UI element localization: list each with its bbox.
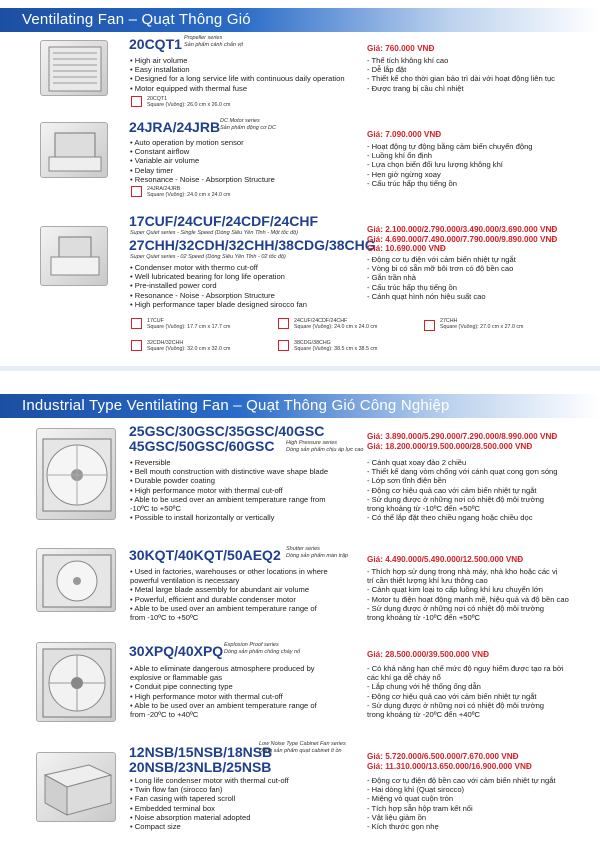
size-label: 38CDG/38CHG Square (Vuông): 38.5 cm x 38.5 cm — [294, 340, 378, 353]
size-checkbox[interactable] — [131, 96, 142, 107]
feature-list: • Condenser motor with thermo cut-off • Well lubricated bearing for long life operation • Pre-installed power cord • Resonance - Noise - Absorption Structure • High performance taper blade designed sirocco fan — [130, 263, 307, 309]
model-name: 27CHH/32CDH/32CHH/38CDG/38CHG — [129, 237, 376, 253]
product-image-gsc — [36, 428, 116, 520]
vn-feature-list: - Thể tích không khí cao - Dễ lắp đặt - Thiết kế cho thời gian bảo trì dài với hoạt động liên tục - Được trang bị cầu chì nhiệt — [367, 56, 555, 93]
size-checkbox[interactable] — [131, 186, 142, 197]
product-image-20cqt1 — [40, 40, 108, 96]
size-label: 17CUF Square (Vuông): 17.7 cm x 17.7 cm — [147, 318, 231, 331]
section-header-ventilating — [0, 8, 600, 32]
model-name: 17CUF/24CUF/24CDF/24CHF — [129, 213, 319, 229]
model-name: 30KQT/40KQT/50AEQ2 — [129, 547, 281, 563]
size-checkbox[interactable] — [278, 340, 289, 351]
section-divider — [0, 366, 600, 371]
series-name: Super Quiet series - 02 Speed (Dòng Siêu Yên Tĩnh - 02 tốc độ) — [130, 254, 286, 260]
vn-feature-list: - Hoạt động tự động bằng cảm biến chuyển động - Luồng khí ổn định - Lựa chọn biến đổi lưu lượng không khí - Hẹn giờ ngừng xoay - Cấu trúc hấp thụ tiếng ồn — [367, 142, 533, 188]
size-label: 24CUF/24CDF/24CHF Square (Vuông): 24.0 cm x 24.0 cm — [294, 318, 378, 331]
product-image-kqt — [36, 548, 116, 612]
size-label: 20CQT1 Square (Vuông): 26.0 cm x 26.0 cm — [147, 96, 231, 109]
model-name: 20CQT1 — [129, 36, 182, 52]
feature-list: • Long life condenser motor with thermal cut-off • Twin flow fan (sirocco fan) • Fan casing with tapered scroll • Embedded terminal box • Noise absorption material adopted • Compact size — [130, 776, 289, 832]
price: Giá: 28.500.000/39.500.000 VNĐ — [367, 650, 489, 659]
explosion-proof-fan-icon — [37, 643, 117, 723]
feature-list: • Reversible • Bell mouth construction with distinctive wave shape blade • Durable powder coating • High performance motor with thermal cut-off • Able to be used over an ambient temperature range from -10ºC to +50ºC • Possible to install horizontally or vertically — [130, 458, 329, 523]
feature-list: • High air volume • Easy installation • Designed for a long service life with continuous daily operation • Motor equipped with thermal fuse — [130, 56, 345, 93]
series-name: Low Noise Type Cabinet Fan series Dòng sản phẩm quạt cabinet ít ồn — [259, 741, 346, 754]
vn-feature-list: - Động cơ tụ điện độ bền cao với cảm biến nhiệt tự ngắt - Hai dòng khí (Quạt sirocco) - Miệng vỏ quạt cuộn tròn - Tích hợp sẵn hộp tram kết nối - Vật liệu giảm ồn - Kích thước gọn nhẹ — [367, 776, 556, 832]
ceiling-fan-icon — [41, 227, 109, 287]
section-header-industrial — [0, 394, 600, 418]
series-name: Super Quiet series - Single Speed (Dòng Siêu Yên Tĩnh - Một tốc độ) — [130, 230, 299, 236]
product-image-xpq — [36, 642, 116, 722]
cabinet-fan-icon — [37, 753, 117, 823]
vn-feature-list: - Động cơ tụ điện với cảm biến nhiệt tự ngắt - Vòng bi có sẵn mỡ bôi trơn có độ bền cao - Gắn trần nhà - Cấu trúc hấp thụ tiếng ồn - Cánh quạt hình nón hiệu suất cao — [367, 255, 516, 301]
price-list: Giá: 5.720.000/6.500.000/7.670.000 VNĐ Giá: 11.310.000/13.650.000/16.900.000 VNĐ — [367, 752, 532, 771]
size-label: 24JRA/24JRB Square (Vuông): 24.0 cm x 24.0 cm — [147, 186, 231, 199]
model-name: 24JRA/24JRB — [129, 119, 221, 135]
size-checkbox[interactable] — [131, 340, 142, 351]
series-name: Propeller series Sản phẩm cánh chắn vịt — [184, 35, 244, 48]
model-name: 30XPQ/40XPQ — [129, 643, 224, 659]
size-label: 27CHH Square (Vuông): 27.0 cm x 27.0 cm — [440, 318, 524, 331]
price: Giá: 4.490.000/5.490.000/12.500.000 VNĐ — [367, 555, 524, 564]
product-image-nsb — [36, 752, 116, 822]
fan-grille-icon — [41, 41, 109, 97]
size-checkbox[interactable] — [131, 318, 142, 329]
model-name: 12NSB/15NSB/18NSB 20NSB/23NLB/25NSB — [129, 744, 273, 775]
section-title: Industrial Type Ventilating Fan – Quạt Thông Gió Công Nghiệp — [22, 397, 450, 414]
size-checkbox[interactable] — [278, 318, 289, 329]
vn-feature-list: - Có khả năng hạn chế mức độ nguy hiểm được tạo ra bởi các khí ga dễ cháy nổ - Lắp chung với hệ thống ống dẫn - Động cơ hiệu quả cao với cảm biến nhiệt tự ngắt - Sử dụng được ở những nơi có nhiệt độ môi trường trong khoảng từ -20ºC đến +40ºC — [367, 664, 564, 720]
size-label: 32CDH/32CHH Square (Vuông): 32.0 cm x 32.0 cm — [147, 340, 231, 353]
product-image-cuf — [40, 226, 108, 286]
vn-feature-list: - Cánh quạt xoay đảo 2 chiều - Thiết kế dạng vòm chống với cánh quạt cong gợn sóng - Lớp sơn tĩnh điện bền - Động cơ hiệu quả cao với cảm biến nhiệt tự ngắt - Sử dụng được ở những nơi có nhiệt độ môi trường trong khoảng từ -10ºC đến +50ºC - Có thể lắp đặt theo chiều ngang hoặc chiều dọc — [367, 458, 558, 523]
price: Giá: 760.000 VNĐ — [367, 44, 435, 53]
feature-list: • Able to eliminate dangerous atmosphere produced by explosive or flammable gas • Conduit pipe connecting type • High performance motor with thermal cut-off • Able to be used over an ambient temperature range of from -20ºC to +40ºC — [130, 664, 317, 720]
size-checkbox[interactable] — [424, 320, 435, 331]
product-image-24jra — [40, 122, 108, 178]
model-name: 25GSC/30GSC/35GSC/40GSC 45GSC/50GSC/60GSC — [129, 423, 325, 454]
series-name: Explosion Proof series Dòng sản phẩm chống cháy nổ — [224, 642, 301, 655]
series-name: DC Motor series Sản phẩm động cơ DC — [220, 118, 276, 131]
price: Giá: 7.090.000 VNĐ — [367, 130, 442, 139]
price-list: Giá: 3.890.000/5.290.000/7.290.000/8.990.000 VNĐ Giá: 18.200.000/19.500.000/28.500.000 VNĐ — [367, 432, 558, 451]
price-list: Giá: 2.100.000/2.790.000/3.490.000/3.690.000 VNĐ Giá: 4.690.000/7.490.000/7.790.000/9.890.000 VNĐ Giá: 10.690.000 VNĐ — [367, 225, 558, 253]
industrial-fan-icon — [37, 429, 117, 521]
shutter-fan-icon — [37, 549, 117, 613]
fan-box-icon — [41, 123, 109, 179]
feature-list: • Used in factories, warehouses or other locations in where powerful ventilation is necessary • Metal large blade assembly for abundant air volume • Powerful, efficient and durable condenser motor • Able to be used over an ambient temperature range of from -10ºC to +50ºC — [130, 567, 328, 623]
feature-list: • Auto operation by motion sensor • Constant airflow • Variable air volume • Delay timer • Resonance - Noise - Absorption Structure — [130, 138, 275, 184]
series-name: Shutter series Dòng sản phẩm màn trập — [286, 546, 349, 559]
vn-feature-list: - Thích hợp sử dụng trong nhà máy, nhà kho hoặc các vị trí cần thiết lượng khí lưu thông cao - Cánh quạt kim loại to cấp luồng khí lưu chuyển lớn - Motor tụ điện hoạt động mạnh mẽ, hiệu quả và độ bền cao - Sử dụng được ở những nơi có nhiệt độ môi trường trong khoảng từ -10ºC đến +50ºC — [367, 567, 569, 623]
series-name: High Pressure series Dòng sản phẩm chịu áp lực cao — [286, 440, 364, 453]
section-title: Ventilating Fan – Quạt Thông Gió — [22, 11, 251, 28]
